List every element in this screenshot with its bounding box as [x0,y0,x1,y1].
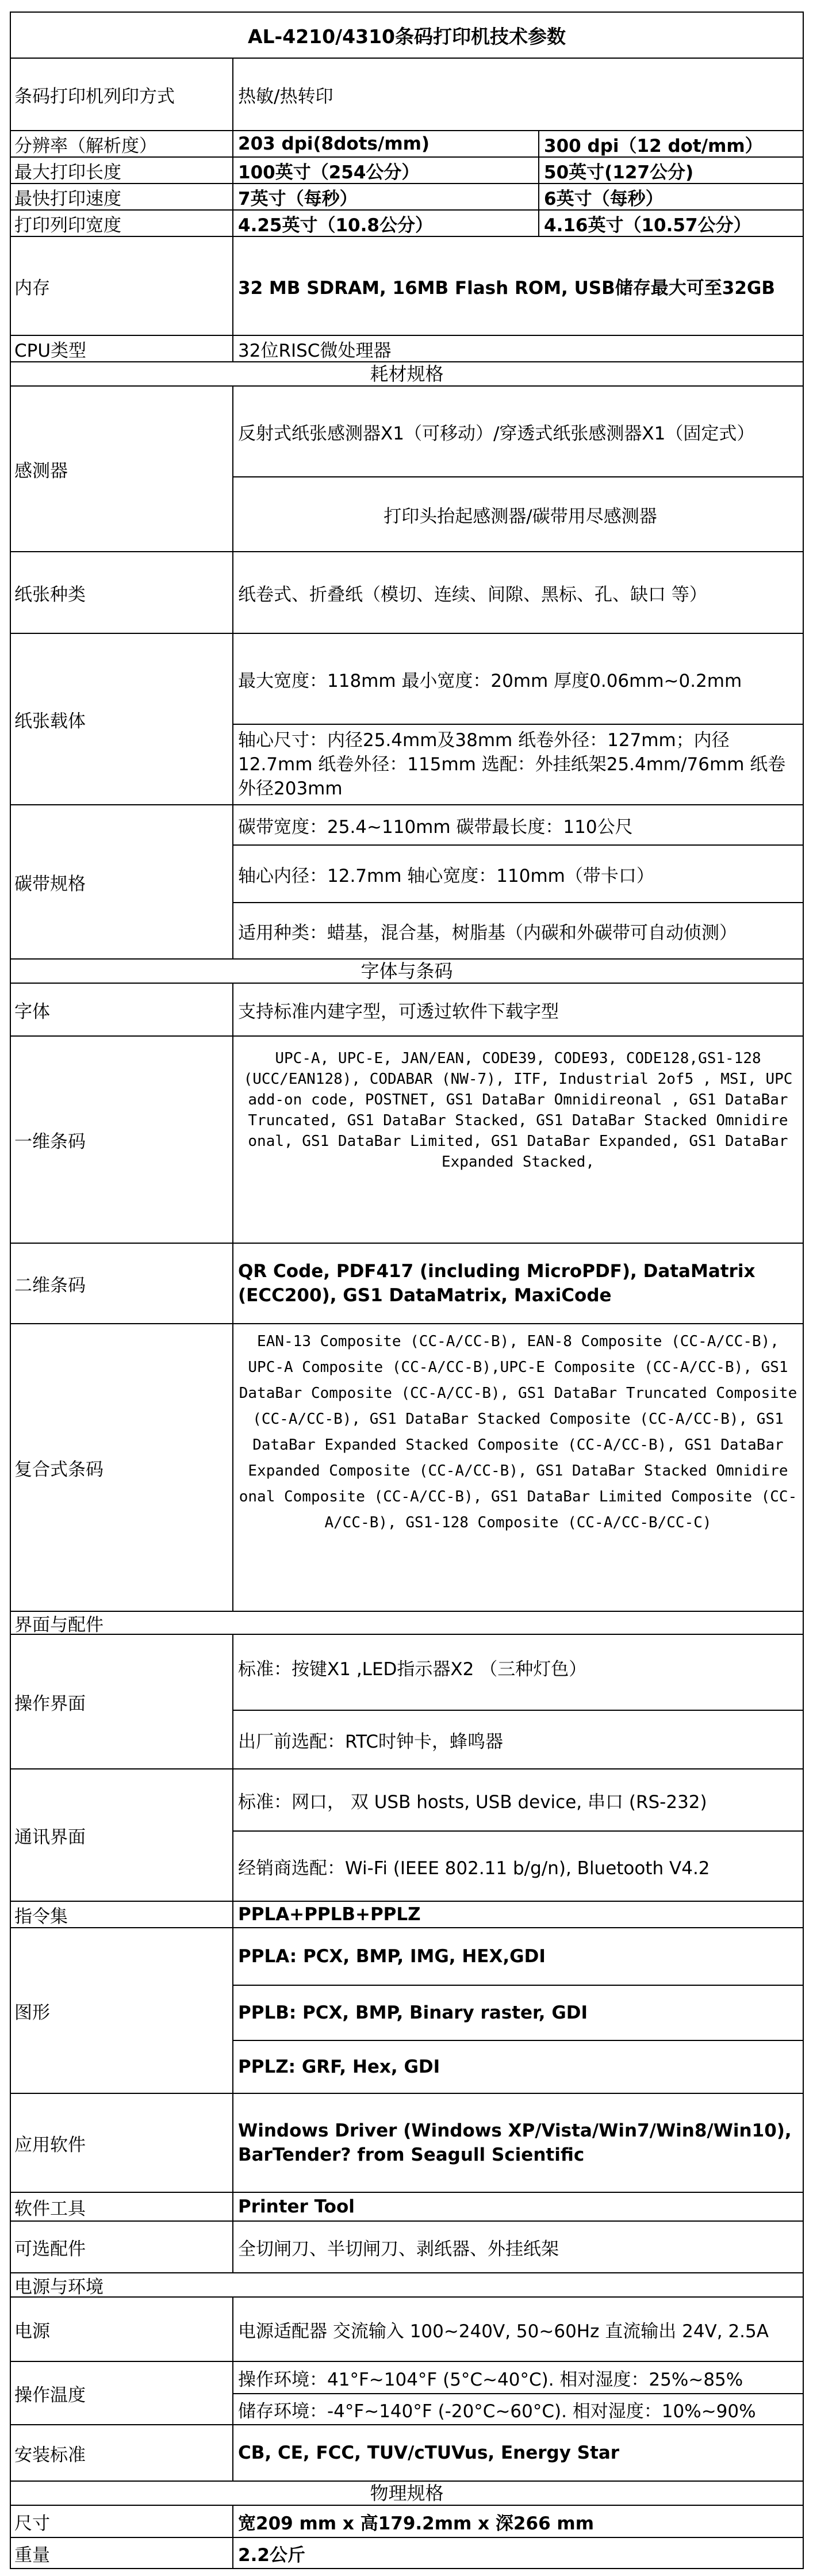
label-graphics: 图形 [11,1928,233,2093]
value-paper-type: 纸卷式、折叠纸（模切、连续、间隙、黑标、孔、缺口 等） [238,584,707,605]
label-options: 可选配件 [11,2222,233,2272]
value-tools: Printer Tool [238,2196,355,2217]
section-interface: 界面与配件 [11,1612,803,1635]
value-composite: EAN-13 Composite (CC-A/CC-B), EAN-8 Composite (CC-A/CC-B), UPC-A Composite (CC-A/CC-B),UPC-E Composite (CC-A/CC-B), GS1 DataBar Composite (CC-A/CC-B), GS1 DataBar Truncated Composite (CC-A/CC-B), GS1 DataBar Stacked Composite (CC-A/CC-B), GS1 DataBar Expanded Stacked Composite (CC-A/CC-B), GS1 DataBar Expanded Composite (CC-A/CC-B), GS1 DataBar Stacked Omnidire onal Composite (CC-A/CC-B), GS1 DataBar Limited Composite (CC-A/CC-B), GS1-128 Composite (CC-A/CC-B/CC-C) [239,1333,797,1531]
label-paper-type: 纸张种类 [11,552,233,633]
value-comm-interface-2: 经销商选配：Wi-Fi (IEEE 802.11 b/g/n), Bluetooth V4.2 [238,1858,710,1879]
row-barcode-2d [11,1244,803,1324]
row-size [11,2506,803,2538]
value-max-speed-203: 7英寸（每秒） [233,184,539,209]
value-options: 全切闸刀、半切闸刀、剥纸器、外挂纸架 [238,2238,559,2260]
value-graphics-pplb: PPLB: PCX, BMP, Binary raster, GDI [233,1986,803,2041]
row-op-interface [11,1635,803,1769]
label-comm-interface: 通讯界面 [11,1769,233,1901]
label-max-speed: 最快打印速度 [11,184,233,209]
value-resolution-300: 300 dpi（12 dot/mm） [544,135,763,156]
value-standards: CB, CE, FCC, TUV/cTUVus, Energy Star [238,2443,620,2463]
value-font: 支持标准内建字型，可透过软件下载字型 [238,1001,559,1022]
label-barcode-1d: 一维条码 [11,1037,233,1243]
row-weight [11,2538,803,2568]
label-standards: 安装标准 [11,2425,233,2481]
row-sensor [11,387,803,552]
label-op-interface: 操作界面 [11,1635,233,1768]
label-command-set: 指令集 [11,1902,233,1927]
label-tools: 软件工具 [11,2193,233,2220]
value-paper-carrier-2: 轴心尺寸：内径25.4mm及38mm 纸卷外径：127mm；内径12.7mm 纸卷外径：115mm 选配：外挂纸架25.4mm/76mm 纸卷外径203mm [238,730,786,799]
value-graphics-pplz: PPLZ: GRF, Hex, GDI [238,2057,440,2077]
value-sensor-2: 打印头抬起感测器/碳带用尽感测器 [384,506,657,527]
row-tools [11,2193,803,2222]
label-size: 尺寸 [11,2506,233,2537]
value-print-width-203: 4.25英寸（10.8公分） [233,211,539,236]
value-op-interface-2: 出厂前选配：RTC时钟卡，蜂鸣器 [238,1731,504,1752]
row-font [11,984,803,1037]
label-software: 应用软件 [11,2094,233,2192]
label-max-length: 最大打印长度 [11,158,233,183]
value-sensor-1: 反射式纸张感测器X1（可移动）/穿透式纸张感测器X1（固定式） [233,387,803,477]
row-cpu [11,336,803,362]
value-print-method: 热敏/热转印 [238,86,333,107]
row-ribbon [11,805,803,960]
row-standards [11,2425,803,2482]
section-power: 电源与环境 [11,2273,803,2298]
label-print-method: 条码打印机列印方式 [11,59,233,130]
section-physical: 物理规格 [11,2482,803,2506]
row-print-method [11,59,803,131]
value-size: 宽209 mm x 高179.2mm x 深266 mm [238,2513,595,2534]
label-barcode-2d: 二维条码 [11,1244,233,1323]
row-graphics [11,1928,803,2094]
value-temperature-storage: 储存环境：-4°F~140°F (-20°C~60°C). 相对湿度：10%~90% [238,2401,756,2422]
label-memory: 内存 [11,237,233,335]
row-max-length [11,158,803,184]
label-resolution: 分辨率（解析度） [11,131,233,156]
row-command-set [11,1902,803,1928]
value-command-set: PPLA+PPLB+PPLZ [238,1904,421,1925]
row-paper-type [11,552,803,634]
value-memory: 32 MB SDRAM, 16MB Flash ROM, USB储存最大可至32GB [238,277,775,299]
value-op-interface-1: 标准：按键X1 ,LED指示器X2 （三种灯色） [233,1635,803,1711]
spec-table [10,12,804,2569]
value-comm-interface-1: 标准：网口， 双 USB hosts, USB device, 串口 (RS-232) [233,1769,803,1832]
value-max-speed-300: 6英寸（每秒） [544,188,664,209]
row-software [11,2094,803,2193]
value-ribbon-2: 轴心内径：12.7mm 轴心宽度：110mm（带卡口） [233,846,803,903]
label-composite: 复合式条码 [11,1324,233,1611]
page-title: AL-4210/4310条码打印机技术参数 [247,25,566,48]
value-max-length-300: 50英寸(127公分) [544,162,694,183]
label-power: 电源 [11,2298,233,2361]
value-ribbon-1: 碳带宽度：25.4~110mm 碳带最长度：110公尺 [233,805,803,846]
row-temperature [11,2362,803,2425]
value-barcode-1d: UPC-A, UPC-E, JAN/EAN, CODE39, CODE93, CODE128,GS1-128 (UCC/EAN128), CODABAR (NW-7), ITF, Industrial 2of5 , MSI, UPC add-on code, POSTNET, GS1 DataBar Omnidireonal , GS1 DataBar Truncated, GS1 DataBar Stacked, GS1 DataBar Stacked Omnidire onal, GS1 DataBar Limited, GS1 DataBar Expanded, GS1 DataBar Expanded Stacked, [243,1050,793,1171]
row-resolution [11,131,803,158]
label-paper-carrier: 纸张载体 [11,634,233,804]
value-software: Windows Driver (Windows XP/Vista/Win7/Win8/Win10), BarTender? from Seagull Scientific [238,2120,792,2165]
section-media: 耗材规格 [11,362,803,387]
row-memory [11,237,803,336]
row-composite [11,1324,803,1612]
label-temperature: 操作温度 [11,2362,233,2424]
row-power [11,2298,803,2362]
value-weight: 2.2公斤 [238,2544,305,2566]
label-weight: 重量 [11,2538,233,2568]
row-max-speed [11,184,803,211]
value-power: 电源适配器 交流输入 100~240V, 50~60Hz 直流输出 24V, 2.5A [238,2321,769,2342]
row-print-width [11,211,803,237]
label-sensor: 感测器 [11,387,233,551]
value-ribbon-3: 适用种类：蜡基，混合基，树脂基（内碳和外碳带可自动侦测） [238,922,737,943]
label-print-width: 打印列印宽度 [11,211,233,236]
label-cpu: CPU类型 [11,336,233,361]
value-barcode-2d: QR Code, PDF417 (including MicroPDF), DataMatrix (ECC200), GS1 DataMatrix, MaxiCode [238,1261,756,1306]
value-cpu: 32位RISC微处理器 [238,340,392,361]
label-font: 字体 [11,984,233,1035]
row-barcode-1d [11,1037,803,1244]
row-paper-carrier [11,634,803,805]
row-comm-interface [11,1769,803,1902]
value-temperature-operating: 操作环境：41°F~104°F (5°C~40°C). 相对湿度：25%~85% [233,2362,803,2394]
value-print-width-300: 4.16英寸（10.57公分） [544,215,751,236]
label-ribbon: 碳带规格 [11,805,233,958]
row-options [11,2222,803,2273]
value-resolution-203: 203 dpi(8dots/mm) [233,131,539,156]
section-font: 字体与条码 [11,960,803,984]
title-row [11,13,803,59]
value-max-length-203: 100英寸（254公分） [233,158,539,183]
value-paper-carrier-1: 最大宽度：118mm 最小宽度：20mm 厚度0.06mm~0.2mm [233,634,803,725]
value-graphics-ppla: PPLA: PCX, BMP, IMG, HEX,GDI [233,1928,803,1986]
